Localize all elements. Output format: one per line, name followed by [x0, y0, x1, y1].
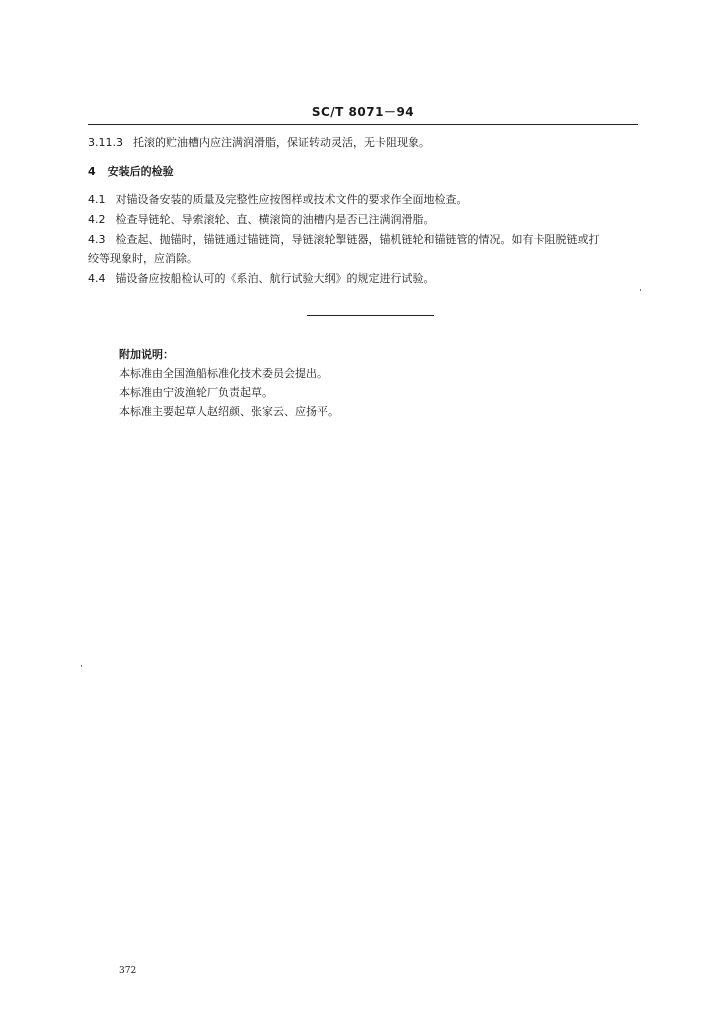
- clause-number: 4.1: [88, 193, 106, 206]
- standard-code-header: SC/T 8071－94: [311, 105, 415, 119]
- clause-number: 4.4: [88, 272, 106, 285]
- clause-4-1: [88, 192, 468, 208]
- clause-text: 托滚的贮油槽内应注满润滑脂，保证转动灵活，无卡阻现象。: [133, 136, 430, 149]
- section-title: 安装后的检验: [107, 165, 174, 178]
- clause-text: 对锚设备安装的质量及完整性应按图样或技术文件的要求作全面地检查。: [115, 193, 468, 206]
- section-4-heading: [88, 164, 174, 180]
- clause-4-2: [88, 212, 435, 228]
- clause-text: 检查导链轮、导索滚轮、直、横滚筒的油槽内是否已注满润滑脂。: [115, 213, 435, 226]
- section-end-rule: [307, 315, 434, 316]
- clause-4-4: [88, 271, 435, 287]
- clause-4-3-continued: [88, 251, 198, 267]
- scan-speck: [81, 665, 82, 667]
- clause-3-11-3: [88, 135, 430, 151]
- clause-number: 4.2: [88, 213, 106, 226]
- clause-text: 锚设备应按船检认可的《系泊、航行试验大纲》的规定进行试验。: [115, 272, 435, 285]
- clause-text: 检查起、抛锚时，锚链通过锚链筒，导链滚轮掣链器，锚机链轮和锚链管的情况。如有卡阻脱链或打: [115, 233, 600, 246]
- clause-number: 3.11.3: [88, 136, 123, 149]
- header-rule: [88, 124, 638, 125]
- page-number: 372: [119, 966, 137, 976]
- clause-4-3: [88, 232, 600, 248]
- clause-text: 绞等现象时，应消除。: [88, 252, 198, 265]
- section-number: 4: [88, 165, 96, 178]
- clause-number: 4.3: [88, 233, 106, 246]
- scan-speck: [640, 289, 641, 291]
- note-line: 本标准由宁波渔轮厂负责起草。: [119, 386, 273, 399]
- note-line: 本标准由全国渔船标准化技术委员会提出。: [119, 367, 328, 380]
- note-line: 本标准主要起草人赵绍颜、张家云、应扬平。: [119, 405, 339, 418]
- notes-title: 附加说明：: [119, 348, 174, 361]
